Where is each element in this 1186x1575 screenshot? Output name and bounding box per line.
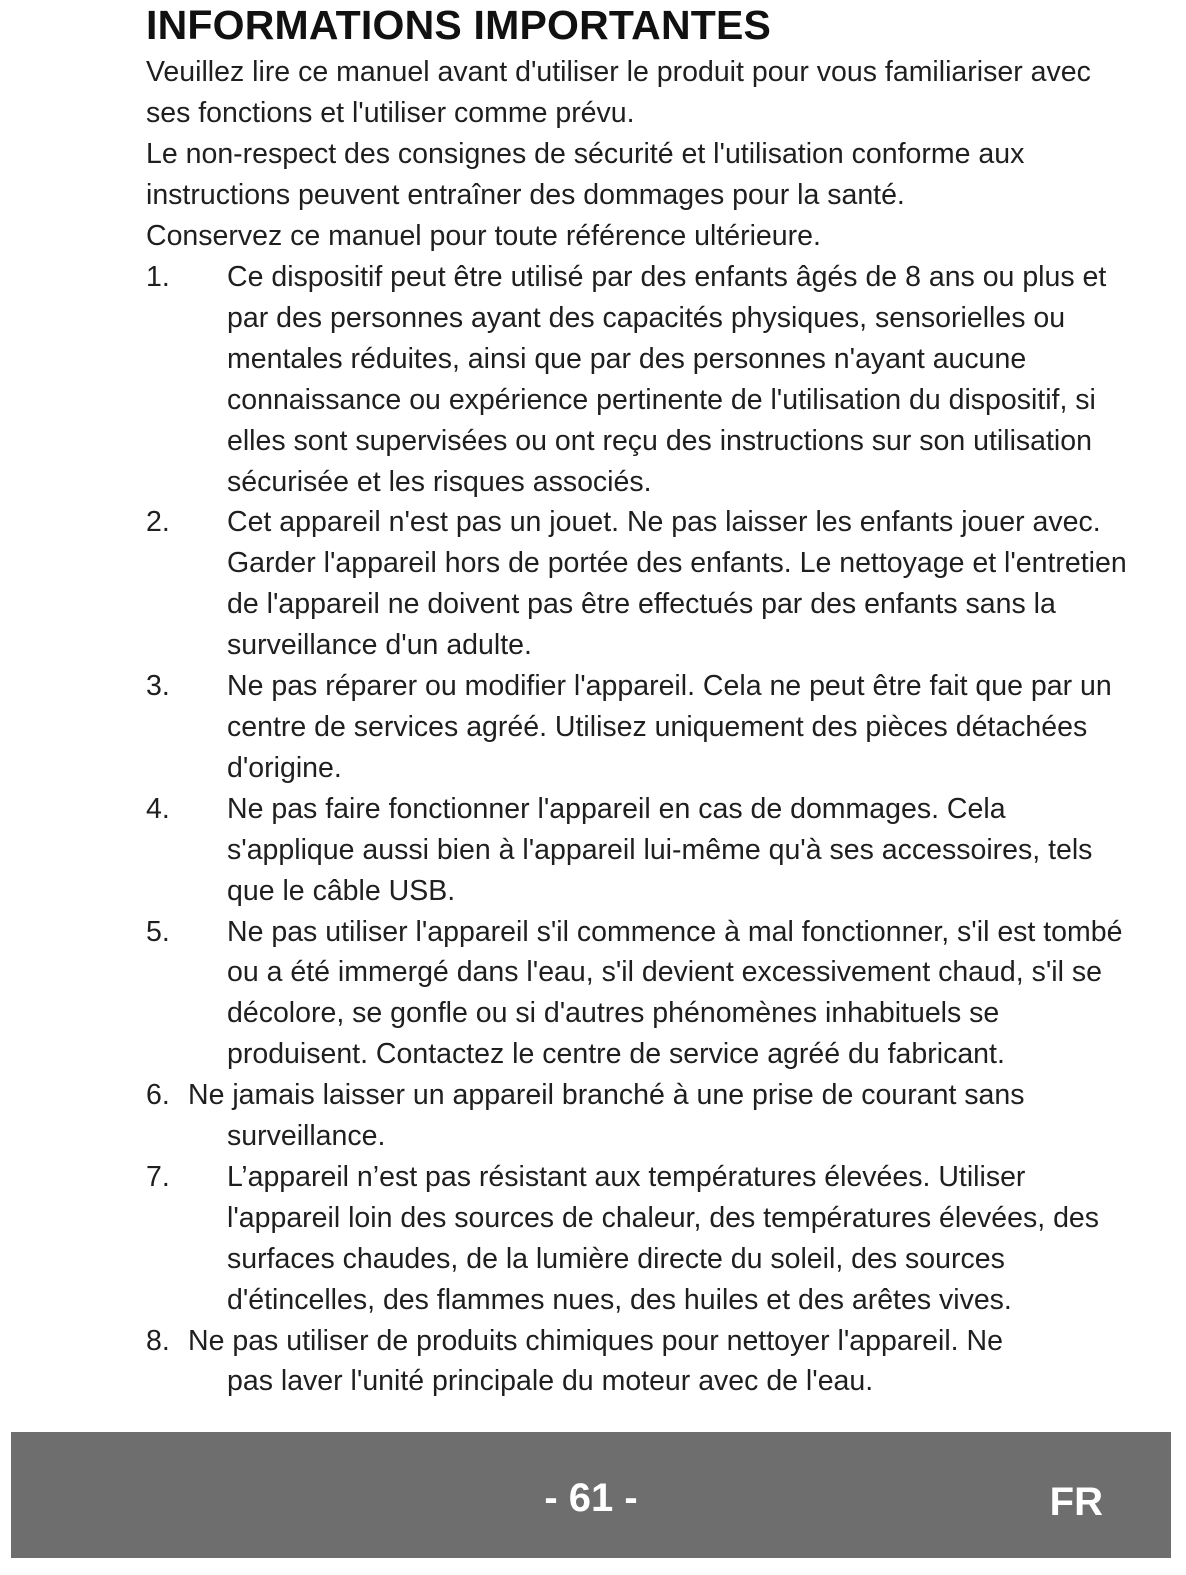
list-item-number: 8. (146, 1324, 170, 1357)
page-number: - 61 - (544, 1476, 638, 1520)
list-item-text: Ne pas utiliser de produits chimiques pour nettoyer l'appareil. Ne (188, 1324, 1003, 1357)
list-item (146, 912, 1136, 1076)
list-item (146, 1157, 1136, 1321)
intro-paragraph: Veuillez lire ce manuel avant d'utiliser le produit pour vous familiariser avec ses fonctions et l'utiliser comme prévu. (146, 56, 1091, 129)
list-item-text: Ce dispositif peut être utilisé par des enfants âgés de 8 ans ou plus et par des personnes ayant des capacités physiques, sensorielles ou mentales réduites, ainsi que par des personnes n'ayant aucune connaissance ou expérience pertinente de l'utilisation du dispositif, si elles sont supervisées ou ont reçu des instructions sur son utilisation sécurisée et les risques associés. (227, 261, 1107, 498)
list-item-text-continued: surveillance. (227, 1120, 386, 1153)
safety-instructions-list (146, 257, 1136, 1402)
list-item-number: 4. (146, 792, 170, 825)
intro-section (146, 52, 1136, 257)
list-item (146, 1075, 1136, 1157)
list-item-text: Cet appareil n'est pas un jouet. Ne pas laisser les enfants jouer avec. Garder l'appareil hors de portée des enfants. Le nettoyage et l'entretien de l'appareil ne doivent pas être effectués par des enfants sans la surveillance d'un adulte. (227, 506, 1127, 662)
intro-paragraph: Le non-respect des consignes de sécurité et l'utilisation conforme aux instructions peuvent entraîner des dommages pour la santé. (146, 138, 1025, 211)
list-item-number: 5. (146, 915, 170, 948)
list-item (146, 789, 1136, 912)
list-item-text: Ne pas utiliser l'appareil s'il commence à mal fonctionner, s'il est tombé ou a été immergé dans l'eau, s'il devient excessivement chaud, s'il se décolore, se gonfle ou si d'autres phénomènes inhabituels se produisent. Contactez le centre de service agréé du fabricant. (227, 915, 1123, 1071)
list-item (146, 502, 1136, 666)
page-footer (11, 1432, 1171, 1558)
list-item-text: Ne pas faire fonctionner l'appareil en cas de dommages. Cela s'applique aussi bien à l'appareil lui-même qu'à ses accessoires, tels que le câble USB. (227, 792, 1093, 907)
list-item (146, 666, 1136, 789)
language-code: FR (1049, 1480, 1103, 1524)
page-title: INFORMATIONS IMPORTANTES (146, 2, 772, 48)
list-item (146, 257, 1136, 502)
list-item-number: 2. (146, 506, 170, 539)
list-item-text: L’appareil n’est pas résistant aux températures élevées. Utiliser l'appareil loin des sources de chaleur, des températures élevées, des surfaces chaudes, de la lumière directe du soleil, des sources d'étincelles, des flammes nues, des huiles et des arêtes vives. (227, 1160, 1100, 1316)
list-item-text: Ne pas réparer ou modifier l'appareil. Cela ne peut être fait que par un centre de services agréé. Utilisez uniquement des pièces détachées d'origine. (227, 670, 1112, 784)
list-item-number: 7. (146, 1160, 170, 1193)
list-item-number: 1. (146, 261, 170, 293)
list-item-number: 3. (146, 670, 170, 703)
list-item-text: Ne jamais laisser un appareil branché à une prise de courant sans (188, 1079, 1025, 1112)
intro-paragraph: Conservez ce manuel pour toute référence ultérieure. (146, 220, 821, 252)
list-item-number: 6. (146, 1079, 170, 1112)
list-item (146, 1321, 1136, 1403)
list-item-text-continued: pas laver l'unité principale du moteur avec de l'eau. (227, 1365, 874, 1398)
